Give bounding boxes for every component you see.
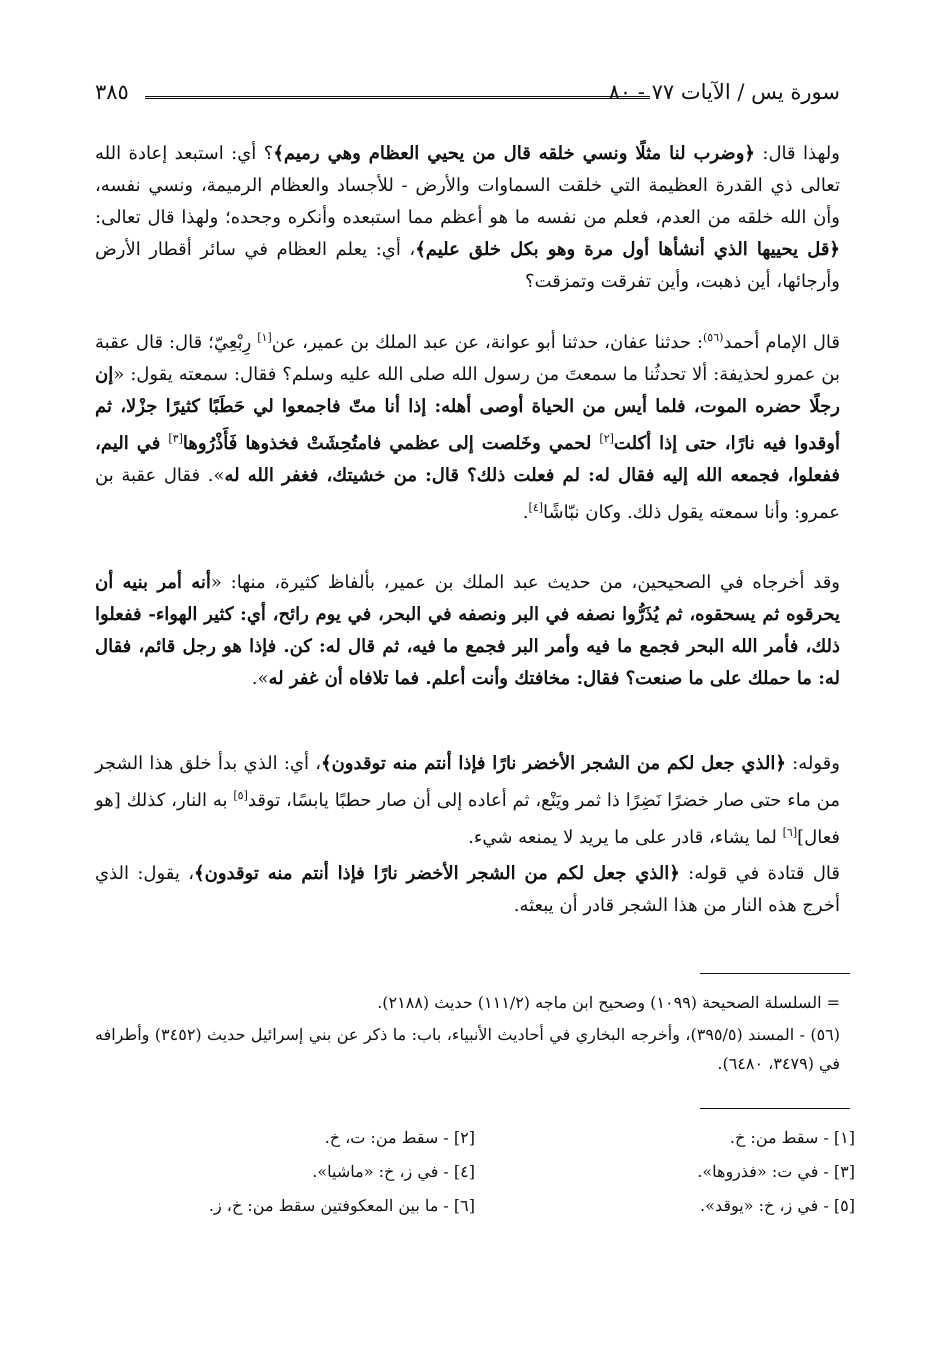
paragraph-5	[95, 858, 840, 922]
footnote-marker: [٥]	[233, 789, 248, 802]
emphasized-text: ﴿الذي جعل لكم من الشجر الأخضر نارًا فإذا أنتم منه توقدون﴾	[194, 863, 680, 884]
emphasized-text: ﴿وضرب لنا مثلًا ونسي خلقه قال من يحيي العظام وهي رميم﴾	[273, 143, 755, 164]
text-run: ولهذا قال:	[754, 143, 840, 164]
variant-notes	[95, 1128, 855, 1230]
variant-note: [٥] - في ز، خ: «يوقد».	[700, 1196, 855, 1215]
text-run: ». فقال عقبة بن عمرو: وأنا سمعته يقول ذلك. وكان نبّاشًا	[95, 465, 840, 523]
text-run: وقوله:	[785, 753, 840, 774]
variant-row	[95, 1196, 855, 1230]
text-run: وقد أخرجاه في الصحيحين، من حديث عبد الملك بن عمير، بألفاظ كثيرة، منها: «	[210, 572, 840, 593]
footnote-continued: = السلسلة الصحيحة (١٠٩٩) وصحيح ابن ماجه (١١١/٢) حديث (٢١٨٨).	[377, 993, 840, 1012]
emphasized-text: ﴿قل يحييها الذي أنشأها أول مرة وهو بكل خلق عليم﴾	[415, 239, 840, 260]
emphasized-text: ﴿الذي جعل لكم من الشجر الأخضر نارًا فإذا أنتم منه توقدون﴾	[321, 753, 786, 774]
text-run: ، يقول: الذي أخرج هذه النار من هذا الشجر قادر أن يبعثه.	[95, 863, 840, 916]
footnote-marker: (٥٦)	[702, 331, 724, 344]
text-run: ، أي: يعلم العظام في سائر أقطار الأرض وأرجائها، أين ذهبت، وأين تفرقت وتمزقت؟	[95, 239, 840, 292]
footnote-marker: [٣]	[168, 432, 183, 445]
paragraph-1	[95, 138, 840, 298]
header-rule	[145, 96, 650, 99]
text-run: ، أي: الذي بدأ خلق هذا الشجر من ماء حتى صار خضرًا نَضِرًا ذا ثمر ويَنْع، ثم أعاده إلى أن صار حطبًا يابسًا، توقد	[95, 753, 841, 811]
variant-note: [١] - سقط من: خ.	[729, 1128, 855, 1147]
text-run: قال قتادة في قوله:	[679, 863, 840, 884]
footnote-marker: [٢]	[599, 432, 614, 445]
text-run: ؟ أي: استبعد إعادة الله تعالى ذي القدرة العظيمة التي خلقت السماوات والأرض - للأجساد والعظام الرميمة، ونسي نفسه، وأن الله خلقه من العدم، فعلم من نفسه ما هو أعظم مما استبعده وأنكره وجحده؛ ولهذا قال تعالى:	[95, 143, 840, 228]
text-run: به النار، كذلك [هو فعال]	[95, 790, 840, 848]
paragraph-4	[95, 748, 840, 854]
footnote-marker: [٤]	[528, 501, 544, 514]
variant-note: [٤] - في ز، خ: «ماشيا».	[312, 1162, 475, 1181]
paragraph-2	[95, 322, 840, 529]
variant-note: [٣] - في ت: «فذروها».	[697, 1162, 855, 1181]
footnote-rule	[700, 973, 850, 974]
page-header	[95, 80, 840, 114]
emphasized-text: أنه أمر بنيه أن يحرقوه ثم يسحقوه، ثم يُذَرُّوا نصفه في البر ونصفه في البحر، في يوم رائح، أي: كثير الهواء- ففعلوا ذلك، فأمر الله البحر فجمع ما فيه وأمر البر فجمع ما فيه، ثم قال له: كن. فإذا هو رجل قائم، فقال له: ما حملك على ما صنعت؟ فقال: مخافتك وأنت أعلم. فما تلافاه أن غفر له	[95, 572, 840, 689]
text-run: لما يشاء، قادر على ما يريد لا يمنعه شيء.	[468, 827, 783, 848]
text-run: .	[522, 502, 529, 523]
footnote-marker: [٦]	[782, 826, 798, 839]
text-run: رِبْعِيّ؛ قال: قال عقبة بن عمرو لحذيفة: ألا تحدثُنا ما سمعتَ من رسول الله صلى الله عليه وسلم؟ فقال: سمعته يقول: «	[95, 332, 840, 385]
variant-row	[95, 1162, 855, 1196]
text-run: ».	[251, 668, 269, 689]
text-run: قال الإمام أحمد	[723, 332, 840, 353]
running-title: سورة يس / الآيات ٧٧ - ٨٠	[608, 80, 840, 104]
variant-note: [٢] - سقط من: ت، خ.	[324, 1128, 475, 1147]
emphasized-text: لحمي وخَلصت إلى عظمي فامتُحِشَتْ فخذوها فَأَذْرُوها	[182, 433, 600, 454]
emphasized-text: إن رجلًا حضره الموت، فلما أيس من الحياة أوصى أهله: إذا أنا متّ فاجمعوا لي حَطَبًا كثيرًا جزْلا، ثم أوقدوا فيه نارًا، حتى إذا أكلت	[95, 364, 840, 454]
variants-rule	[700, 1108, 850, 1109]
footnote-56: (٥٦) - المسند (٣٩٥/٥)، وأخرجه البخاري في أحاديث الأنبياء، باب: ما ذكر عن بني إسرائيل حديث (٣٤٥٢) وأطرافه في (٣٤٧٩، ٦٤٨٠).	[95, 1025, 841, 1073]
paragraph-3	[95, 567, 840, 695]
footnote-marker: [١]	[257, 331, 272, 344]
variant-note: [٦] - ما بين المعكوفتين سقط من: خ، ز.	[208, 1196, 475, 1215]
text-run: : حدثنا عفان، حدثنا أبو عوانة، عن عبد الملك بن عمير، عن	[271, 332, 703, 353]
emphasized-text: في اليم، ففعلوا، فجمعه الله إليه فقال له: لم فعلت ذلك؟ قال: من خشيتك، فغفر الله له	[95, 433, 841, 486]
variant-row	[95, 1128, 855, 1162]
page-number: ٣٨٥	[95, 80, 129, 104]
